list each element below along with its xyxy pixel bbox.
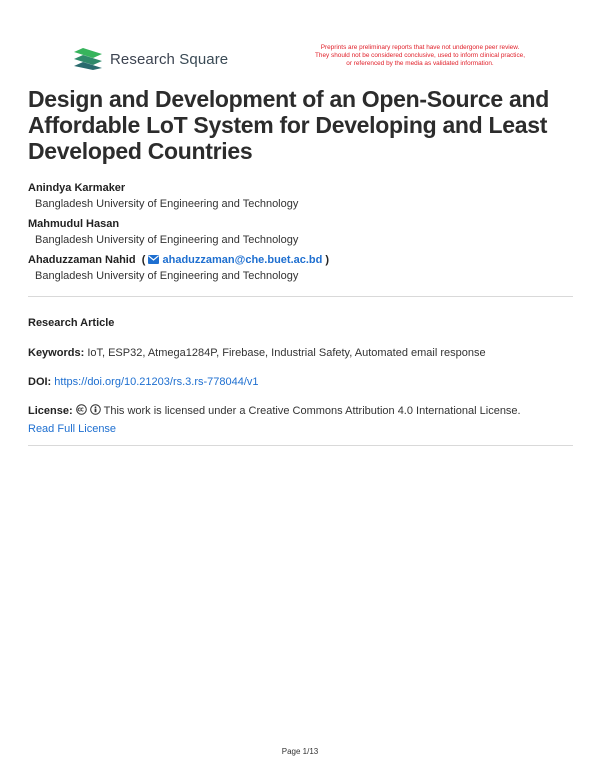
author-affiliation: Bangladesh University of Engineering and Technology (35, 234, 299, 246)
creative-commons-icon (76, 404, 87, 415)
doi-line (28, 373, 573, 391)
keywords-value: IoT, ESP32, Atmega1284P, Firebase, Industrial Safety, Automated email response (87, 347, 486, 359)
read-full-license-link[interactable]: Read Full License (28, 423, 117, 435)
research-square-logo-icon (74, 48, 102, 70)
envelope-icon (148, 255, 159, 264)
author-email-link[interactable]: ahaduzzaman@che.buet.ac.bd (162, 254, 323, 266)
author-email-wrapper: ( ahaduzzaman@che.buet.ac.bd ) (138, 254, 330, 266)
author-name: Anindya Karmaker (28, 182, 126, 194)
author-name: Mahmudul Hasan (28, 218, 120, 230)
logo-wordmark (110, 51, 228, 68)
keywords-line (28, 344, 573, 362)
keywords-label: Keywords: (28, 347, 85, 359)
doi-label: DOI: (28, 376, 52, 388)
license-label: License: (28, 405, 73, 417)
author-affiliation: Bangladesh University of Engineering and Technology (35, 270, 299, 282)
preprint-notice-line: They should not be considered conclusive, used to inform clinical practice, (315, 52, 525, 59)
preprint-notice-line: or referenced by the media as validated information. (346, 60, 494, 67)
author-name-with-email (28, 252, 573, 268)
article-type (28, 314, 573, 332)
article-type-label: Research Article (28, 317, 115, 329)
section-divider (28, 445, 573, 446)
paper-title: Design and Development of an Open-Source and Affordable LoT System for Developing and Least Developed Countries (28, 86, 549, 164)
page-number: Page 1/13 (281, 747, 319, 756)
license-text: This work is licensed under a Creative Commons Attribution 4.0 International License. (103, 405, 521, 417)
attribution-icon (90, 404, 101, 415)
author-name: Ahaduzzaman Nahid (28, 254, 136, 266)
author-affiliation: Bangladesh University of Engineering and Technology (35, 198, 299, 210)
author-list (28, 180, 573, 288)
preprint-notice (270, 44, 570, 68)
preprint-notice-line: Preprints are preliminary reports that have not undergone peer review. (320, 44, 520, 51)
license-line (28, 402, 573, 438)
research-square-logo[interactable] (74, 48, 228, 70)
section-divider (28, 296, 573, 297)
logo-word-research: Research (110, 50, 175, 68)
doi-link[interactable]: https://doi.org/10.21203/rs.3.rs-778044/v1 (54, 376, 259, 388)
logo-word-square: Square (179, 50, 229, 68)
